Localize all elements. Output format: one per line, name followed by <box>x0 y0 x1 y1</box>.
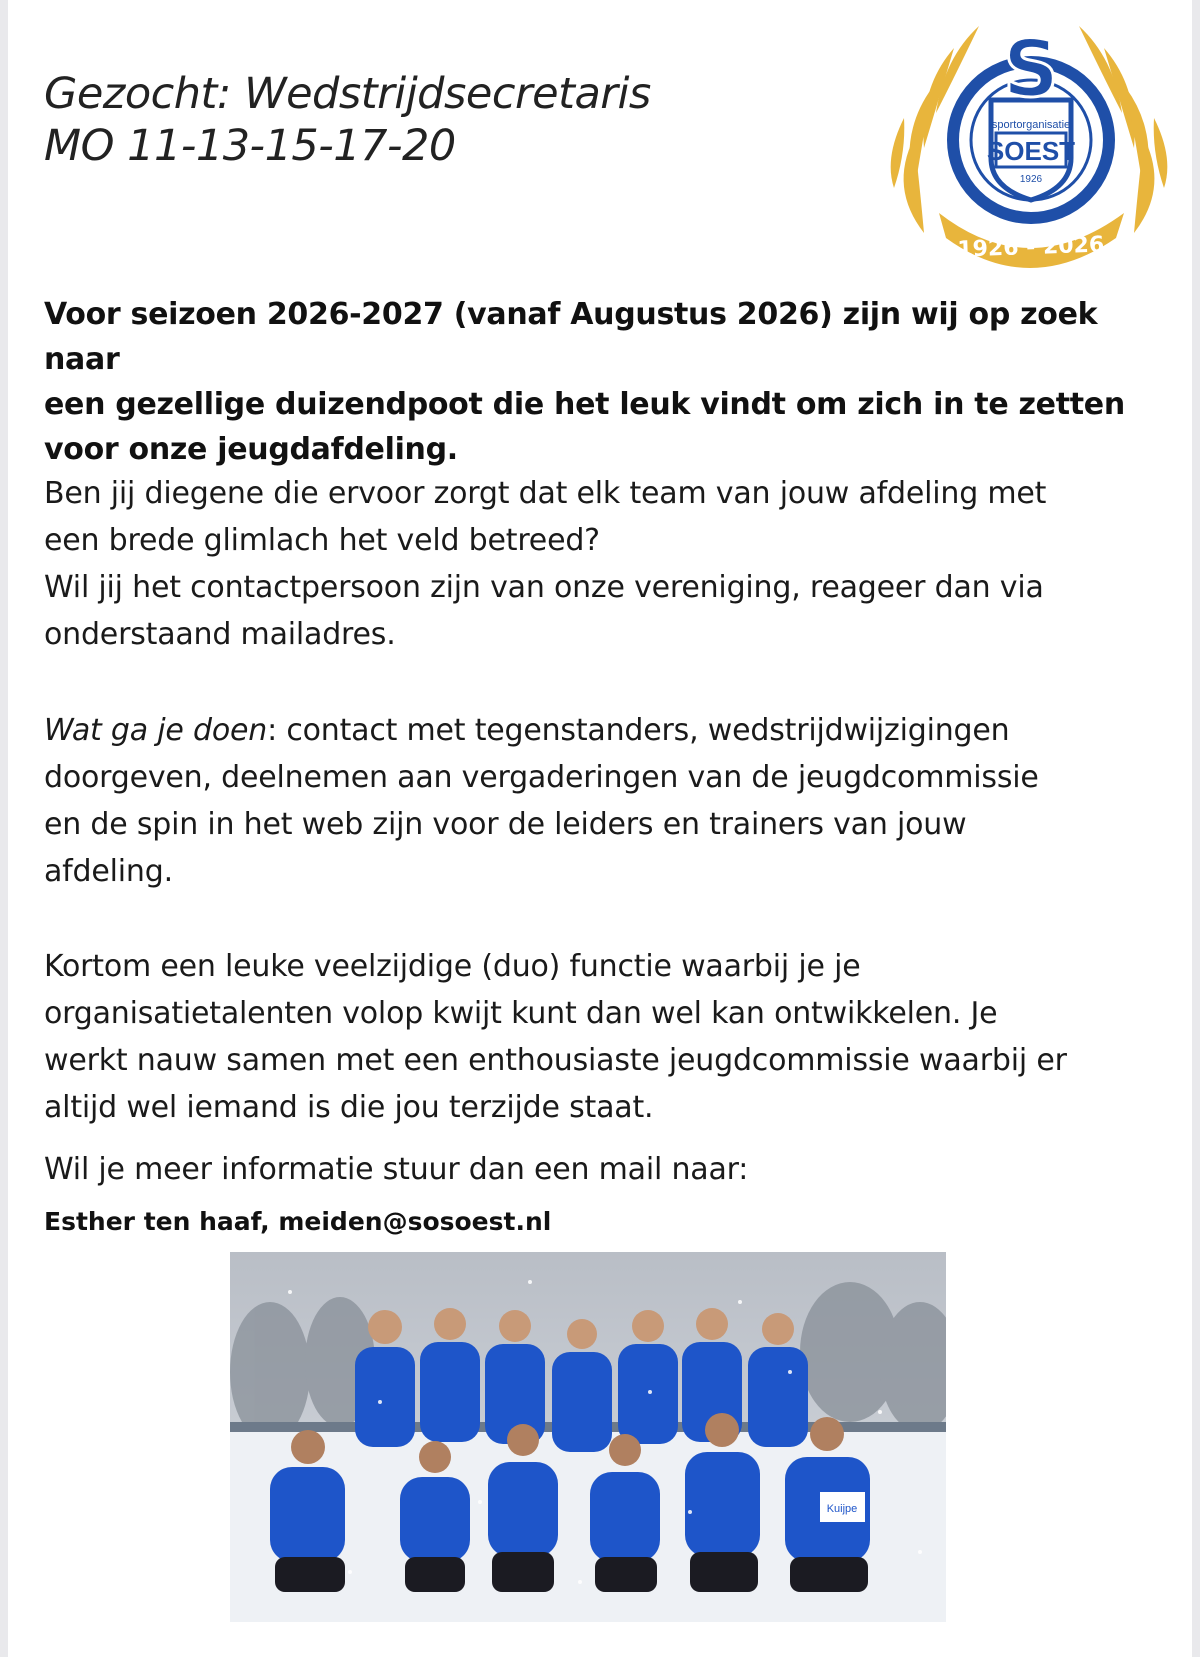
tasks-label: Wat ga je doen <box>44 713 268 748</box>
logo-letter: S <box>1002 25 1060 115</box>
tasks-line: doorgeven, deelnemen aan vergaderingen van de jeugdcommissie <box>44 760 1039 795</box>
flyer-page <box>8 0 1192 1657</box>
question-line: Ben jij diegene die ervoor zorgt dat elk team van jouw afdeling met <box>44 476 1047 511</box>
question-line: onderstaand mailadres. <box>44 617 396 652</box>
title-line-2: MO 11-13-15-17-20 <box>44 121 456 171</box>
logo-org-small: sportorganisatie <box>991 119 1071 131</box>
page-title <box>44 68 651 172</box>
title-line-1: Gezocht: Wedstrijdsecretaris <box>44 69 651 119</box>
club-logo <box>884 18 1174 278</box>
logo-founded: 1926 <box>1019 174 1043 185</box>
question-line: een brede glimlach het veld betreed? <box>44 523 600 558</box>
question-paragraph <box>44 470 1164 658</box>
team-photo <box>230 1252 946 1622</box>
summary-line: organisatietalenten volop kwijt kunt dan wel kan ontwikkelen. Je <box>44 996 998 1031</box>
question-line: Wil jij het contactpersoon zijn van onze vereniging, reageer dan via <box>44 570 1044 605</box>
intro-paragraph <box>44 292 1164 472</box>
tasks-line-rest: : contact met tegenstanders, wedstrijdwijzigingen <box>267 713 1010 748</box>
summary-paragraph <box>44 943 1164 1131</box>
contact-email[interactable]: Esther ten haaf, meiden@sosoest.nl <box>44 1207 552 1236</box>
intro-line: voor onze jeugdafdeling. <box>44 432 458 467</box>
tasks-line: afdeling. <box>44 854 173 889</box>
tasks-line: en de spin in het web zijn voor de leiders en trainers van jouw <box>44 807 967 842</box>
tasks-paragraph <box>44 707 1164 895</box>
intro-line: Voor seizoen 2026-2027 (vanaf Augustus 2026) zijn wij op zoek naar <box>44 297 1098 377</box>
logo-anniversary: 1926 - 2026 <box>956 232 1105 263</box>
summary-line: Kortom een leuke veelzijdige (duo) functie waarbij je je <box>44 949 861 984</box>
intro-line: een gezellige duizendpoot die het leuk vindt om zich in te zetten <box>44 387 1125 422</box>
shirt-sponsor-text: Kuijpe <box>826 1503 858 1515</box>
laurel-right-icon <box>1079 26 1167 233</box>
summary-line: werkt nauw samen met een enthousiaste jeugdcommissie waarbij er <box>44 1043 1067 1078</box>
laurel-left-icon <box>891 26 979 233</box>
logo-org-name: SOEST <box>986 136 1076 166</box>
cta-text: Wil je meer informatie stuur dan een mail naar: <box>44 1152 749 1187</box>
tasks-line <box>44 707 1164 754</box>
summary-line: altijd wel iemand is die jou terzijde staat. <box>44 1090 654 1125</box>
